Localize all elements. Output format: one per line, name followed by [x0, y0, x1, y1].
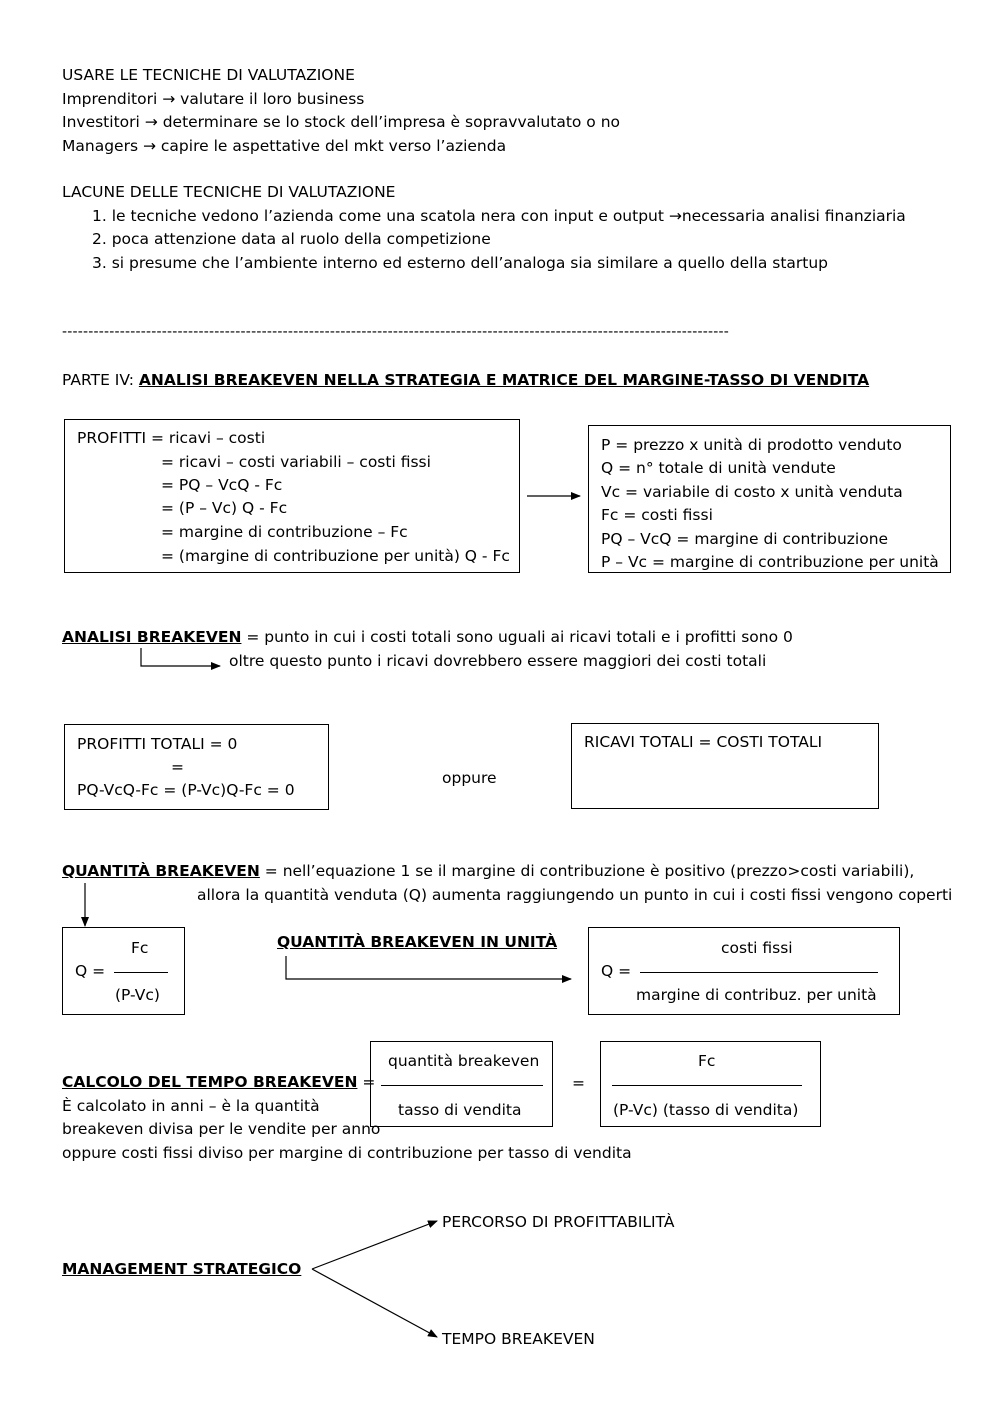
- fraction-bar: [612, 1085, 802, 1086]
- oppure-label: oppure: [442, 769, 497, 787]
- analisi-text: = punto in cui i costi totali sono uguali ai ricavi totali e i profitti sono 0: [241, 628, 793, 646]
- intro-what: valutare il loro business: [180, 90, 365, 108]
- intro-who: Managers: [62, 137, 139, 155]
- tempo-desc: breakeven divisa per le vendite per anno: [62, 1120, 381, 1138]
- quantita-definition: [62, 861, 914, 881]
- bent-arrow-icon: [141, 648, 220, 666]
- fraction-bar: [381, 1085, 543, 1086]
- fraction-denominator: (P-Vc): [115, 986, 160, 1004]
- legend-line: Q = n° totale di unità vendute: [601, 459, 836, 477]
- quantita-text: = nell’equazione 1 se il margine di contribuzione è positivo (prezzo>costi variabili),: [259, 862, 915, 880]
- fraction-denominator: (P-Vc) (tasso di vendita): [613, 1101, 799, 1119]
- section-title-usare: USARE LE TECNICHE DI VALUTAZIONE: [62, 66, 355, 84]
- formula-line: = (margine di contribuzione per unità) Q - Fc: [161, 547, 510, 565]
- fraction-bar: [114, 972, 168, 973]
- tempo-desc: oppure costi fissi diviso per margine di contribuzione per tasso di vendita: [62, 1144, 632, 1162]
- formula-line: = (P – Vc) Q - Fc: [161, 499, 288, 517]
- formula-lhs: Q =: [601, 962, 632, 980]
- quantita-term: QUANTITÀ BREAKEVEN: [62, 862, 260, 880]
- intro-line: [62, 112, 620, 132]
- formula-line: RICAVI TOTALI = COSTI TOTALI: [584, 733, 823, 751]
- intro-who: Imprenditori: [62, 90, 158, 108]
- tempo-desc: È calcolato in anni – è la quantità: [62, 1097, 320, 1115]
- bent-arrow-icon: [286, 956, 571, 979]
- branch-arrow-icon: [312, 1221, 437, 1269]
- legend-line: Fc = costi fissi: [601, 506, 713, 524]
- tempo-term: CALCOLO DEL TEMPO BREAKEVEN: [62, 1073, 358, 1091]
- fraction-numerator: Fc: [131, 939, 149, 957]
- fraction-denominator: margine di contribuz. per unità: [636, 986, 877, 1004]
- formula-line: PROFITTI = ricavi – costi: [77, 429, 266, 447]
- right-arrow-icon: →: [142, 137, 156, 155]
- legend-line: P = prezzo x unità di prodotto venduto: [601, 436, 902, 454]
- formula-line: PROFITTI TOTALI = 0: [77, 735, 238, 753]
- quantita-unita-label: QUANTITÀ BREAKEVEN IN UNITÀ: [277, 933, 558, 951]
- management-branch-2: TEMPO BREAKEVEN: [442, 1330, 595, 1348]
- right-arrow-icon: →: [144, 113, 158, 131]
- tempo-definition: [62, 1072, 375, 1092]
- legend-box: [588, 425, 951, 573]
- management-label: MANAGEMENT STRATEGICO: [62, 1260, 302, 1278]
- list-item: 2. poca attenzione data al ruolo della competizione: [92, 230, 491, 248]
- formula-line: = margine di contribuzione – Fc: [161, 523, 408, 541]
- ricavi-box: [571, 723, 879, 809]
- right-arrow-icon: →: [162, 90, 176, 108]
- intro-what: determinare se lo stock dell’impresa è sopravvalutato o no: [162, 113, 621, 131]
- profitti-box: [64, 419, 520, 573]
- equals-sign: =: [572, 1074, 585, 1092]
- part-title: ANALISI BREAKEVEN NELLA STRATEGIA E MATRICE DEL MARGINE-TASSO DI VENDITA: [138, 371, 870, 389]
- intro-line: [62, 89, 364, 109]
- legend-line: P – Vc = margine di contribuzione per unità: [601, 553, 939, 571]
- branch-arrow-icon: [312, 1269, 437, 1337]
- part-prefix: PARTE IV:: [62, 371, 139, 389]
- equals-sign: =: [171, 758, 184, 776]
- tempo-fraction-box-1: [370, 1041, 553, 1127]
- intro-who: Investitori: [62, 113, 140, 131]
- part-heading: [62, 370, 869, 390]
- dashed-divider: -------------------------------------------------------------------------------------------------------------------------------: [62, 324, 729, 340]
- list-item: 3. si presume che l’ambiente interno ed esterno dell’analoga sia similare a quello della startup: [92, 254, 829, 272]
- tempo-fraction-box-2: [600, 1041, 821, 1127]
- fraction-numerator: Fc: [698, 1052, 716, 1070]
- formula-line: = PQ – VcQ - Fc: [161, 476, 283, 494]
- profitti-totali-box: [64, 724, 329, 810]
- analisi-note: oltre questo punto i ricavi dovrebbero essere maggiori dei costi totali: [229, 652, 767, 670]
- management-branch-1: PERCORSO DI PROFITTABILITÀ: [442, 1213, 675, 1231]
- fraction-denominator: tasso di vendita: [398, 1101, 522, 1119]
- analisi-term: ANALISI BREAKEVEN: [62, 628, 242, 646]
- formula-q-words-box: [588, 927, 900, 1015]
- section-title-lacune: LACUNE DELLE TECNICHE DI VALUTAZIONE: [62, 183, 396, 201]
- fraction-numerator: quantità breakeven: [388, 1052, 540, 1070]
- legend-line: PQ – VcQ = margine di contribuzione: [601, 530, 889, 548]
- fraction-bar: [640, 972, 878, 973]
- intro-what: capire le aspettative del mkt verso l’azienda: [160, 137, 507, 155]
- intro-line: [62, 136, 506, 156]
- formula-lhs: Q =: [75, 962, 106, 980]
- quantita-text-2: allora la quantità venduta (Q) aumenta raggiungendo un punto in cui i costi fissi vengono coperti: [197, 886, 953, 904]
- list-item: 1. le tecniche vedono l’azienda come una scatola nera con input e output →necessaria analisi finanziaria: [92, 207, 906, 225]
- fraction-numerator: costi fissi: [721, 939, 793, 957]
- formula-line: PQ-VcQ-Fc = (P-Vc)Q-Fc = 0: [77, 781, 295, 799]
- tempo-equals: =: [357, 1073, 376, 1091]
- formula-q-box: [62, 927, 185, 1015]
- legend-line: Vc = variabile di costo x unità venduta: [601, 483, 903, 501]
- formula-line: = ricavi – costi variabili – costi fissi: [161, 453, 431, 471]
- analisi-definition: [62, 627, 793, 647]
